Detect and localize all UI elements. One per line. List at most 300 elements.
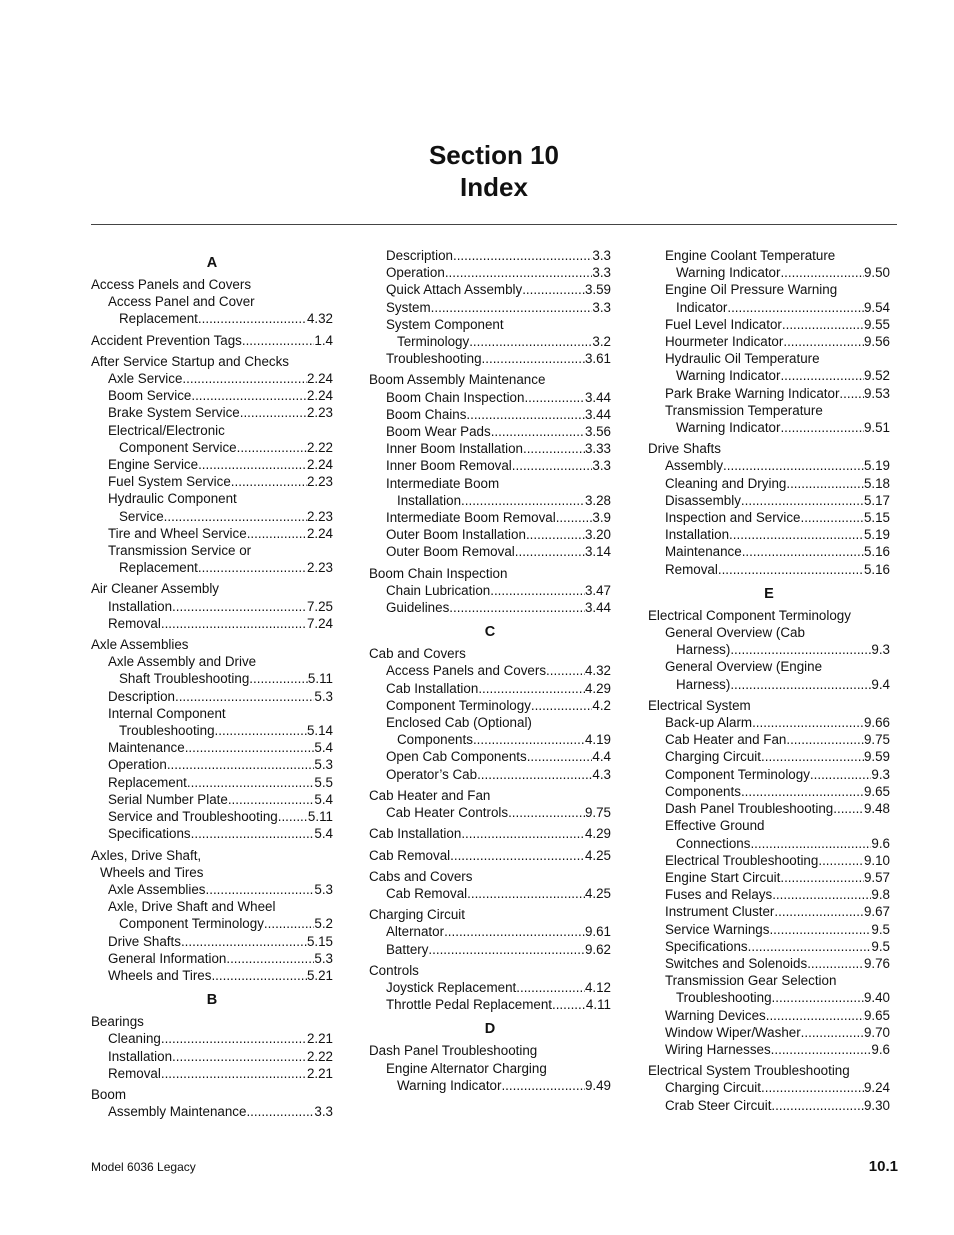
entry-label: Throttle Pedal Replacement — [386, 997, 552, 1013]
index-entry — [91, 688, 333, 705]
index-entry — [369, 680, 611, 697]
index-subheading: Transmission Gear Selection — [665, 973, 837, 989]
entry-page-number: 9.3 — [871, 766, 890, 782]
index-entry — [91, 915, 333, 932]
dot-leader — [752, 714, 864, 731]
index-entry — [648, 333, 890, 350]
index-subheading: Intermediate Boom — [386, 475, 500, 491]
dot-leader — [278, 808, 308, 825]
index-entry — [91, 559, 333, 576]
entry-page-number: 3.2 — [592, 334, 611, 350]
entry-label: Back-up Alarm — [665, 715, 753, 731]
dot-leader — [718, 561, 864, 578]
entry-label: Specifications — [665, 938, 748, 954]
entry-page-number: 9.8 — [871, 887, 890, 903]
entry-label: Intermediate Boom Removal — [386, 510, 556, 526]
dot-leader — [444, 923, 585, 940]
entry-label: Outer Boom Removal — [386, 544, 515, 560]
entry-page-number: 3.28 — [584, 492, 611, 508]
entry-label: Replacement — [108, 774, 187, 790]
entry-label: Open Cab Components — [386, 749, 527, 765]
entry-label: General Information — [108, 950, 227, 966]
index-entry — [648, 714, 890, 731]
index-topic: Electrical System Troubleshooting — [648, 1063, 850, 1079]
index-entry — [369, 599, 611, 616]
dot-leader — [839, 385, 864, 402]
entry-page-number: 3.3 — [592, 458, 611, 474]
index-entry — [369, 264, 611, 281]
dot-leader — [240, 404, 307, 421]
dot-leader — [741, 492, 864, 509]
entry-page-number: 3.3 — [592, 265, 611, 281]
entry-label: Switches and Solenoids — [665, 955, 808, 971]
entry-label: Alternator — [386, 924, 445, 940]
index-entry — [648, 299, 890, 316]
index-subheading: Axle Assembly and Drive — [108, 654, 257, 670]
entry-page-number: 5.19 — [863, 458, 890, 474]
entry-page-number: 4.25 — [584, 847, 611, 863]
dot-leader — [191, 387, 307, 404]
index-entry — [648, 676, 890, 693]
index-entry — [91, 387, 333, 404]
index-entry — [648, 921, 890, 938]
dot-leader — [469, 333, 592, 350]
index-entry — [648, 783, 890, 800]
index-subheading: Electrical/Electronic — [108, 422, 225, 438]
index-entry — [369, 804, 611, 821]
index-entry — [648, 457, 890, 474]
dot-leader — [818, 852, 864, 869]
entry-label: System — [386, 299, 431, 315]
index-entry — [648, 766, 890, 783]
entry-label: Operation — [386, 265, 445, 281]
dot-leader — [490, 582, 585, 599]
index-entry — [648, 1097, 890, 1114]
dot-leader — [226, 950, 314, 967]
index-entry — [648, 475, 890, 492]
index-entry — [369, 582, 611, 599]
dot-leader — [727, 299, 864, 316]
index-entry — [369, 996, 611, 1013]
entry-label: Warning Devices — [665, 1007, 766, 1023]
dot-leader — [175, 688, 314, 705]
entry-label: Engine Start Circuit — [665, 869, 781, 885]
dot-leader — [774, 903, 864, 920]
index-entry — [91, 310, 333, 327]
entry-label: Maintenance — [108, 740, 185, 756]
footer-model: Model 6036 Legacy — [91, 1160, 196, 1174]
dot-leader — [786, 731, 864, 748]
dot-leader — [461, 825, 585, 842]
index-entry — [369, 350, 611, 367]
index-entry — [91, 756, 333, 773]
index-entry — [369, 509, 611, 526]
index-subheading: Hydraulic Component — [108, 491, 237, 507]
dot-leader — [453, 247, 592, 264]
entry-page-number: 9.75 — [584, 805, 611, 821]
entry-label: Installation — [108, 1048, 173, 1064]
entry-label: Quick Attach Assembly — [386, 282, 523, 298]
letter-heading: A — [206, 255, 218, 271]
dot-leader — [161, 615, 307, 632]
entry-label: Description — [386, 248, 453, 263]
entry-label: Connections — [676, 835, 751, 851]
entry-page-number: 5.4 — [314, 791, 333, 807]
entry-label: Chain Lubrication — [386, 582, 491, 598]
index-entry — [369, 1077, 611, 1094]
entry-page-number: 9.70 — [863, 1024, 890, 1040]
entry-label: Component Terminology — [665, 766, 810, 782]
index-subheading: System Component — [386, 316, 504, 332]
dot-leader — [246, 1103, 314, 1120]
entry-page-number: 4.25 — [584, 885, 611, 901]
index-subheading: Internal Component — [108, 705, 226, 721]
dot-leader — [780, 367, 863, 384]
entry-page-number: 4.2 — [592, 697, 611, 713]
index-topic: Axles, Drive Shaft, — [91, 847, 202, 863]
index-entry — [369, 731, 611, 748]
entry-label: Window Wiper/Washer — [665, 1024, 801, 1040]
entry-label: Shaft Troubleshooting — [119, 671, 250, 687]
entry-label: Charging Circuit — [665, 749, 762, 765]
entry-page-number: 5.15 — [863, 510, 890, 526]
entry-page-number: 9.56 — [863, 334, 890, 350]
index-entry — [369, 766, 611, 783]
dot-leader — [198, 310, 307, 327]
index-entry — [369, 748, 611, 765]
dot-leader — [771, 1041, 872, 1058]
index-entry — [648, 748, 890, 765]
index-entry — [91, 598, 333, 615]
entry-label: Instrument Cluster — [665, 904, 775, 920]
entry-label: Service and Troubleshooting — [108, 809, 278, 825]
entry-page-number: 9.51 — [863, 420, 890, 436]
entry-label: Operation — [108, 757, 167, 773]
index-topic: Bearings — [91, 1014, 144, 1030]
entry-label: Component Terminology — [386, 697, 531, 713]
index-entry — [91, 933, 333, 950]
dot-leader — [231, 473, 307, 490]
entry-label: Components — [665, 783, 741, 799]
entry-page-number: 9.6 — [871, 835, 890, 851]
entry-label: Crab Steer Circuit — [665, 1097, 772, 1113]
index-entry — [648, 1041, 890, 1058]
entry-page-number: 5.17 — [863, 492, 890, 508]
entry-page-number: 5.18 — [863, 475, 890, 491]
entry-page-number: 9.62 — [584, 941, 611, 957]
index-subheading: Engine Oil Pressure Warning — [665, 282, 838, 298]
entry-label: Removal — [108, 1065, 161, 1081]
index-topic — [369, 847, 611, 864]
index-entry — [648, 869, 890, 886]
index-entry — [648, 938, 890, 955]
entry-page-number: 5.16 — [863, 561, 890, 577]
dot-leader — [769, 921, 871, 938]
title-divider — [91, 224, 897, 225]
entry-page-number: 9.49 — [584, 1077, 611, 1093]
entry-page-number: 3.44 — [584, 389, 611, 405]
dot-leader — [556, 509, 593, 526]
entry-page-number: 3.3 — [592, 299, 611, 315]
index-subheading: General Overview (Engine — [665, 659, 823, 675]
entry-page-number: 4.32 — [584, 663, 611, 679]
entry-page-number: 9.53 — [863, 385, 890, 401]
index-subheading: Wheels and Tires — [100, 864, 204, 880]
entry-label: Access Panels and Covers — [386, 663, 547, 679]
index-entry — [91, 774, 333, 791]
entry-page-number: 2.22 — [306, 1048, 333, 1064]
index-entry — [91, 1065, 333, 1082]
index-topic: Dash Panel Troubleshooting — [369, 1043, 538, 1059]
index-column-2 — [369, 247, 611, 1094]
entry-label: Boom Chains — [386, 406, 467, 422]
entry-page-number: 5.4 — [314, 826, 333, 842]
index-entry — [91, 808, 333, 825]
entry-label: Charging Circuit — [665, 1080, 762, 1096]
entry-label: Removal — [665, 561, 718, 577]
entry-label: Fuel Level Indicator — [665, 316, 782, 332]
dot-leader — [782, 316, 864, 333]
dot-leader — [801, 1024, 864, 1041]
dot-leader — [761, 1079, 864, 1096]
index-entry — [648, 1079, 890, 1096]
dot-leader — [766, 1007, 864, 1024]
entry-page-number: 9.76 — [863, 955, 890, 971]
entry-page-number: 3.9 — [592, 510, 611, 526]
entry-label: Brake System Service — [108, 405, 240, 421]
entry-page-number: 9.6 — [871, 1041, 890, 1057]
index-entry — [648, 852, 890, 869]
dot-leader — [810, 766, 871, 783]
index-entry — [369, 697, 611, 714]
entry-page-number: 3.3 — [592, 248, 611, 263]
index-entry — [648, 835, 890, 852]
dot-leader — [198, 559, 307, 576]
index-topic: Charging Circuit — [369, 907, 466, 923]
entry-page-number: 9.30 — [863, 1097, 890, 1113]
dot-leader — [249, 670, 308, 687]
index-topic: After Service Startup and Checks — [91, 353, 289, 369]
entry-page-number: 3.33 — [584, 441, 611, 457]
index-topic: Electrical Component Terminology — [648, 607, 851, 623]
letter-heading: B — [206, 992, 218, 1009]
entry-label: Harness) — [676, 676, 731, 692]
entry-page-number: 2.24 — [306, 388, 333, 404]
index-subheading: Transmission Service or — [108, 543, 252, 559]
index-entry — [91, 722, 333, 739]
page-number: 10.1 — [868, 1158, 898, 1175]
entry-page-number: 7.25 — [306, 598, 333, 614]
index-entry — [648, 543, 890, 560]
entry-label: Warning Indicator — [397, 1077, 502, 1093]
dot-leader — [450, 847, 585, 864]
index-entry — [369, 941, 611, 958]
index-subheading: Hydraulic Oil Temperature — [665, 351, 820, 367]
entry-label: Maintenance — [665, 544, 742, 560]
entry-page-number: 9.66 — [863, 715, 890, 731]
entry-label: Fuses and Relays — [665, 887, 773, 903]
entry-label: Specifications — [108, 826, 191, 842]
entry-page-number: 5.15 — [306, 933, 333, 949]
entry-label: Replacement — [119, 311, 198, 327]
index-entry — [648, 955, 890, 972]
index-entry — [648, 800, 890, 817]
entry-page-number: 1.4 — [314, 332, 333, 348]
dot-leader — [473, 731, 585, 748]
entry-label: Axle Service — [108, 371, 183, 387]
index-entry — [648, 526, 890, 543]
index-entry — [648, 1007, 890, 1024]
dot-leader — [531, 697, 592, 714]
entry-label: Replacement — [119, 560, 198, 576]
entry-page-number: 5.11 — [307, 671, 333, 687]
dot-leader — [185, 739, 315, 756]
entry-page-number: 5.3 — [314, 881, 333, 897]
dot-leader — [783, 333, 864, 350]
entry-label: Removal — [108, 615, 161, 631]
entry-page-number: 2.21 — [306, 1031, 333, 1047]
entry-page-number: 5.14 — [306, 723, 333, 739]
index-topic: Access Panels and Covers — [91, 277, 252, 292]
entry-page-number: 9.40 — [863, 990, 890, 1006]
entry-page-number: 5.19 — [863, 527, 890, 543]
entry-label: Fuel System Service — [108, 474, 231, 490]
dot-leader — [552, 996, 586, 1013]
index-topic: Cab and Covers — [369, 646, 466, 662]
entry-label: Assembly — [665, 458, 724, 474]
dot-leader — [467, 885, 585, 902]
index-entry — [369, 979, 611, 996]
dot-leader — [264, 915, 314, 932]
entry-page-number: 9.59 — [863, 749, 890, 765]
entry-label: Terminology — [397, 334, 470, 350]
letter-heading: E — [764, 585, 774, 602]
entry-page-number: 5.3 — [314, 757, 333, 773]
index-entry — [648, 641, 890, 658]
entry-label: Engine Service — [108, 457, 199, 473]
index-entry — [91, 881, 333, 898]
entry-label: Operator’s Cab — [386, 766, 478, 782]
dot-leader — [780, 419, 863, 436]
entry-page-number: 9.54 — [863, 299, 890, 315]
dot-leader — [191, 825, 315, 842]
index-subheading: Effective Ground — [665, 818, 765, 834]
dot-leader — [772, 989, 864, 1006]
entry-label: Indicator — [676, 299, 728, 315]
dot-leader — [772, 886, 871, 903]
entry-label: Cleaning and Drying — [665, 475, 787, 491]
dot-leader — [449, 599, 585, 616]
index-entry — [91, 739, 333, 756]
dot-leader — [515, 543, 585, 560]
index-subheading: Access Panel and Cover — [108, 294, 255, 310]
index-topic: Boom — [91, 1086, 126, 1102]
dot-leader — [526, 526, 585, 543]
entry-page-number: 9.55 — [863, 316, 890, 332]
index-topic: Cab Heater and Fan — [369, 787, 491, 803]
index-entry — [648, 1024, 890, 1041]
dot-leader — [187, 774, 314, 791]
index-entry — [91, 791, 333, 808]
index-entry — [91, 1103, 333, 1120]
index-subheading: General Overview (Cab — [665, 625, 805, 641]
index-entry — [91, 473, 333, 490]
entry-label: Wiring Harnesses — [665, 1041, 771, 1057]
dot-leader — [742, 543, 864, 560]
entry-label: Description — [108, 688, 175, 704]
index-entry — [91, 950, 333, 967]
index-entry — [91, 404, 333, 421]
index-entry — [369, 492, 611, 509]
index-entry — [369, 440, 611, 457]
index-entry — [91, 1048, 333, 1065]
entry-page-number: 4.19 — [584, 732, 611, 748]
index-entry — [369, 543, 611, 560]
dot-leader — [198, 456, 307, 473]
dot-leader — [466, 406, 585, 423]
entry-page-number: 4.12 — [584, 979, 611, 995]
entry-page-number: 4.11 — [585, 997, 611, 1013]
entry-page-number: 9.4 — [871, 676, 890, 692]
index-entry — [648, 419, 890, 436]
dot-leader — [431, 299, 593, 316]
index-entry — [369, 885, 611, 902]
entry-page-number: 4.32 — [306, 311, 333, 327]
entry-label: Troubleshooting — [119, 723, 215, 739]
entry-label: Serial Number Plate — [108, 791, 228, 807]
dot-leader — [833, 800, 864, 817]
entry-label: Inspection and Service — [665, 510, 801, 526]
index-entry — [648, 509, 890, 526]
index-entry — [648, 903, 890, 920]
entry-label: Axle Assemblies — [108, 881, 206, 897]
index-entry — [91, 967, 333, 984]
dot-leader — [800, 509, 863, 526]
dot-leader — [161, 1030, 307, 1047]
index-entry — [369, 281, 611, 298]
index-title: Index — [460, 172, 528, 202]
dot-leader — [723, 457, 864, 474]
entry-label: Electrical Troubleshooting — [665, 852, 819, 868]
entry-page-number: 9.50 — [863, 265, 890, 281]
dot-leader — [750, 835, 871, 852]
entry-page-number: 2.24 — [306, 457, 333, 473]
entry-label: Disassembly — [665, 492, 741, 508]
index-entry — [91, 370, 333, 387]
dot-leader — [761, 748, 864, 765]
index-entry — [648, 731, 890, 748]
index-entry — [369, 247, 611, 264]
entry-label: Cab Installation — [386, 680, 479, 696]
dot-leader — [228, 791, 315, 808]
index-subheading: Engine Alternator Charging — [386, 1060, 547, 1076]
index-column-3 — [648, 247, 890, 1114]
entry-page-number: 9.52 — [863, 368, 890, 384]
entry-page-number: 5.3 — [314, 950, 333, 966]
entry-page-number: 4.3 — [592, 766, 611, 782]
index-topic: Drive Shafts — [648, 441, 721, 457]
entry-label: Troubleshooting — [676, 990, 772, 1006]
entry-page-number: 3.47 — [584, 582, 611, 598]
entry-label: Service — [119, 508, 164, 524]
entry-label: Guidelines — [386, 600, 450, 616]
entry-label: Component Terminology — [119, 916, 264, 932]
index-topic: Cabs and Covers — [369, 868, 473, 884]
index-topic: Controls — [369, 962, 419, 978]
entry-page-number: 9.65 — [863, 1007, 890, 1023]
entry-page-number: 5.3 — [314, 688, 333, 704]
dot-leader — [501, 1077, 584, 1094]
